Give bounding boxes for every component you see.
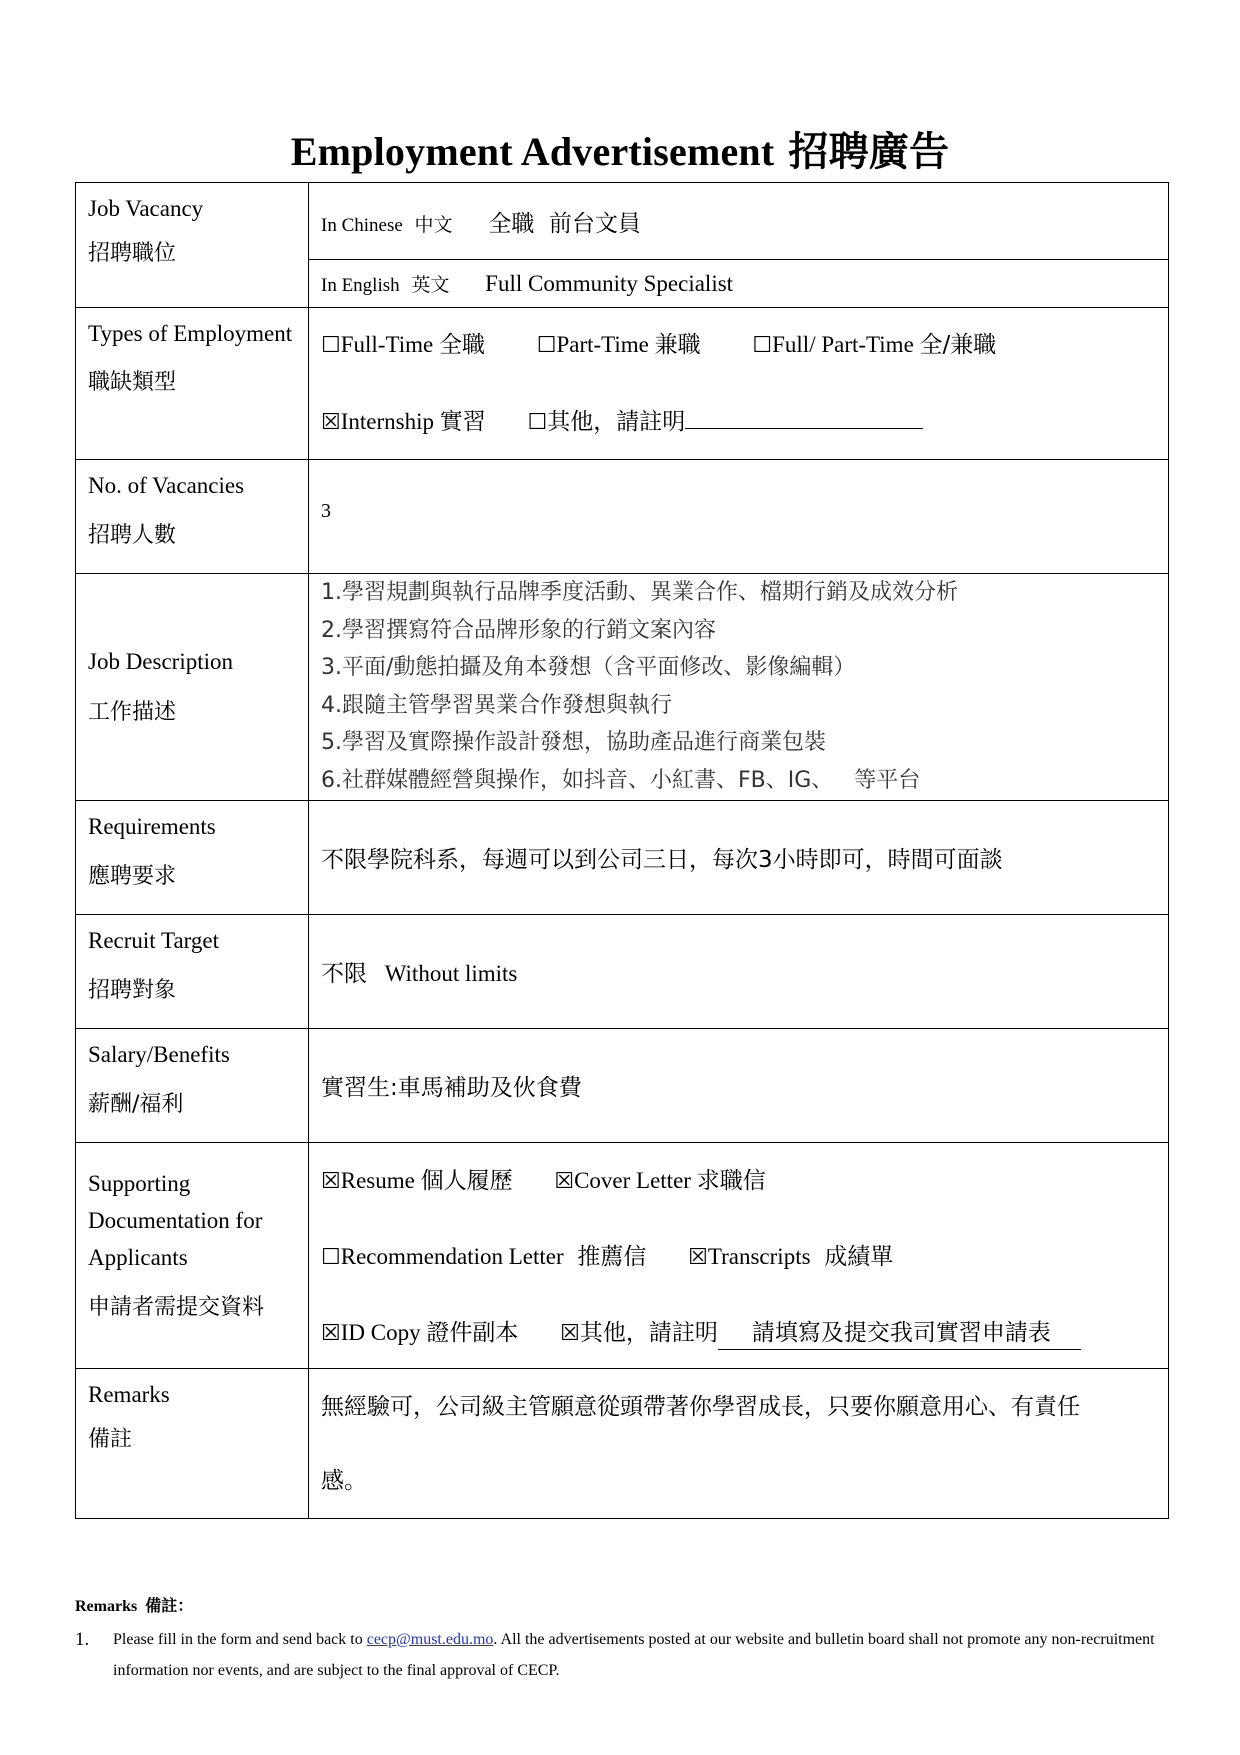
documents-options <box>309 1143 1169 1369</box>
documents-label <box>76 1143 309 1369</box>
internship-option[interactable] <box>321 409 486 434</box>
checkbox-icon: ☐ <box>321 333 341 358</box>
job-description-label <box>76 574 309 801</box>
requirements-label-zh: 應聘要求 <box>88 864 177 889</box>
option-label: Resume <box>340 1168 415 1193</box>
id-copy-option[interactable] <box>321 1320 518 1345</box>
job-vacancy-label-zh: 招聘職位 <box>88 241 177 266</box>
footer-heading <box>75 1590 1175 1622</box>
other-specify-blank[interactable] <box>685 406 923 429</box>
option-label-zh: 推薦信 <box>577 1244 647 1270</box>
job-description-label-en: Job Description <box>88 649 234 674</box>
employment-type-label-en: Types of Employment <box>88 321 293 346</box>
job-description-label-zh: 工作描述 <box>88 700 177 725</box>
footer-heading-en: Remarks <box>75 1598 138 1615</box>
description-line: 6.社群媒體經營與操作，如抖音、小紅書、FB、IG、 等平台 <box>321 767 921 793</box>
remarks-line-2: 感。 <box>321 1468 367 1494</box>
chinese-prefix-zh: 中文 <box>414 213 453 236</box>
checkbox-icon: ☒ <box>321 1321 341 1346</box>
option-label: Full/ Part-Time <box>772 332 914 357</box>
option-label: Part-Time <box>556 332 649 357</box>
option-label: Transcripts <box>707 1244 811 1269</box>
recruit-target-label-zh: 招聘對象 <box>88 978 177 1003</box>
requirements-field[interactable] <box>309 801 1169 915</box>
transcripts-option[interactable] <box>688 1244 893 1269</box>
footer-text-before: Please fill in the form and send back to <box>113 1631 367 1648</box>
remarks-label-zh: 備註 <box>88 1427 133 1452</box>
footer-item <box>75 1624 1175 1686</box>
checkbox-icon: ☐ <box>527 410 548 435</box>
option-label-zh: 個人履歷 <box>420 1168 513 1194</box>
requirements-label-en: Requirements <box>88 814 216 839</box>
option-label-zh: 求職信 <box>696 1168 766 1194</box>
employment-type-label <box>76 308 309 460</box>
title-english: Employment Advertisement <box>290 129 775 174</box>
recruit-target-label-en: Recruit Target <box>88 928 220 953</box>
recruit-target-value-en: Without limits <box>384 961 518 986</box>
description-line: 3.平面/動態拍攝及角本發想（含平面修改、影像編輯） <box>321 655 856 680</box>
checkbox-icon: ☐ <box>536 333 557 358</box>
salary-label <box>76 1029 309 1143</box>
vacancies-label <box>76 460 309 574</box>
job-vacancy-label-en: Job Vacancy <box>88 196 204 221</box>
description-line: 1.學習規劃與執行品牌季度活動、異業合作、檔期行銷及成效分析 <box>321 580 958 605</box>
recruit-target-field[interactable] <box>309 915 1169 1029</box>
option-label-zh: 兼職 <box>654 332 701 358</box>
footer-heading-zh: 備註： <box>145 1596 194 1615</box>
documents-label-en: Supporting Documentation for Applicants <box>88 1171 263 1270</box>
vacancies-value: 3 <box>321 500 331 522</box>
checkbox-icon: ☒ <box>321 1169 341 1194</box>
salary-field[interactable] <box>309 1029 1169 1143</box>
remarks-line-1: 無經驗可，公司級主管願意從頭帶著你學習成長，只要你願意用心、有責任 <box>321 1394 1080 1420</box>
option-label-zh: 成績單 <box>824 1244 894 1270</box>
salary-label-zh: 薪酬/福利 <box>88 1092 184 1117</box>
part-time-option[interactable] <box>537 332 701 357</box>
footer-item-number: 1. <box>75 1629 90 1650</box>
salary-label-en: Salary/Benefits <box>88 1042 230 1067</box>
job-vacancy-label <box>76 183 309 308</box>
english-prefix: In English <box>321 275 400 296</box>
recruit-target-label <box>76 915 309 1029</box>
job-title-english-field[interactable] <box>309 260 1169 308</box>
documents-other-option[interactable] <box>560 1320 1081 1345</box>
option-label-zh: 實習 <box>439 409 486 435</box>
option-label-zh: 全職 <box>438 332 485 358</box>
footer-item-text <box>113 1624 1175 1686</box>
footer-text-after: . All the advertisements posted at our website and bulletin board shall not promote any non-recruitment information nor events, and are subject to the final approval of CECP. <box>113 1631 1155 1679</box>
vacancies-label-en: No. of Vacancies <box>88 473 245 498</box>
job-description-field[interactable] <box>309 574 1169 801</box>
page-title <box>0 120 1240 177</box>
checkbox-icon: ☒ <box>554 1169 575 1194</box>
checkbox-icon: ☒ <box>321 410 341 435</box>
cover-letter-option[interactable] <box>554 1168 765 1193</box>
checkbox-icon: ☒ <box>560 1321 580 1346</box>
option-label: Recommendation Letter <box>340 1244 564 1269</box>
full-time-option[interactable] <box>321 332 485 357</box>
option-label: 其他，請註明 <box>579 1320 718 1346</box>
advertisement-form <box>75 182 1169 1519</box>
remarks-label-en: Remarks <box>88 1382 170 1407</box>
vacancies-field[interactable] <box>309 460 1169 574</box>
option-label: Cover Letter <box>574 1168 691 1193</box>
checkbox-icon: ☒ <box>688 1245 708 1270</box>
remarks-label <box>76 1369 309 1519</box>
job-title-chinese: 全職 前台文員 <box>488 210 641 237</box>
checkbox-icon: ☐ <box>321 1245 341 1270</box>
documents-label-zh: 申請者需提交資料 <box>88 1295 265 1320</box>
remarks-field[interactable] <box>309 1369 1169 1519</box>
footer-remarks <box>75 1590 1175 1686</box>
description-line: 5.學習及實際操作設計發想，協助產品進行商業包裝 <box>321 730 826 755</box>
recommendation-option[interactable] <box>321 1244 646 1269</box>
description-line: 2.學習撰寫符合品牌形象的行銷文案內容 <box>321 617 716 643</box>
option-label-zh: 全/兼職 <box>919 332 997 358</box>
option-label: 其他，請註明 <box>547 409 686 435</box>
employment-type-label-zh: 職缺類型 <box>88 370 177 395</box>
description-line: 4.跟隨主管學習異業合作發想與執行 <box>321 692 672 718</box>
full-part-time-option[interactable] <box>752 332 996 357</box>
employment-type-options <box>309 308 1169 460</box>
vacancies-label-zh: 招聘人數 <box>88 523 177 548</box>
resume-option[interactable] <box>321 1168 513 1193</box>
option-label-zh: 證件副本 <box>426 1320 519 1346</box>
checkbox-icon: ☐ <box>752 333 773 358</box>
recruit-target-value-zh: 不限 <box>321 961 367 987</box>
salary-value: 實習生:車馬補助及伙食費 <box>321 1075 582 1101</box>
documents-other-value[interactable] <box>718 1317 1081 1350</box>
title-chinese: 招聘廣告 <box>788 129 950 175</box>
email-link[interactable]: cecp@must.edu.mo <box>366 1631 494 1648</box>
job-title-english: Full Community Specialist <box>485 271 734 296</box>
requirements-label <box>76 801 309 915</box>
documents-other-text: 請填寫及提交我司實習申請表 <box>751 1320 1051 1346</box>
other-option[interactable] <box>528 409 924 434</box>
chinese-prefix: In Chinese <box>321 214 403 236</box>
job-title-chinese-field[interactable] <box>309 183 1169 260</box>
option-label: Internship <box>340 409 434 434</box>
english-prefix-zh: 英文 <box>411 274 450 296</box>
requirements-value: 不限學院科系，每週可以到公司三日，每次3小時即可，時間可面談 <box>321 847 1003 873</box>
option-label: ID Copy <box>340 1320 421 1345</box>
option-label: Full-Time <box>340 332 434 357</box>
